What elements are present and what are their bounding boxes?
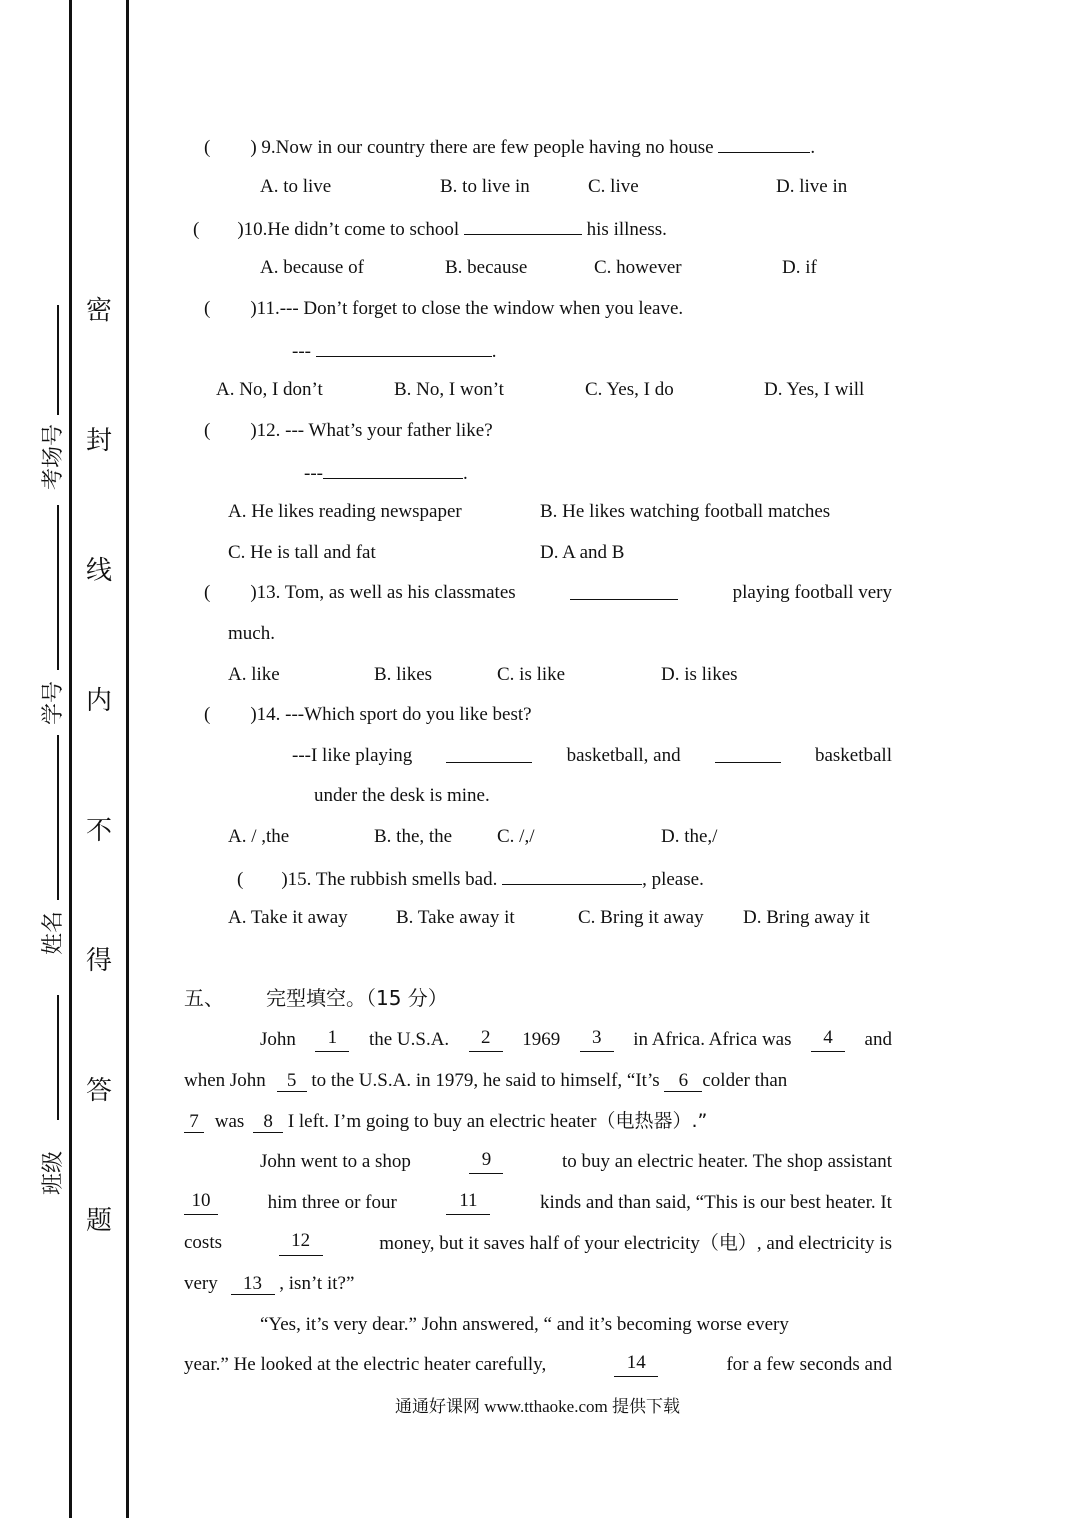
option-a: A. No, I don’t: [216, 379, 323, 400]
question-13-cont: much.: [228, 623, 275, 644]
cloze-blank: 10: [184, 1191, 218, 1215]
cloze-blank: 9: [469, 1150, 503, 1174]
option-c: C. however: [594, 257, 682, 278]
section-heading: 五、 完型填空。（15 分）: [184, 986, 448, 1010]
seal-char: 线: [85, 556, 112, 586]
option-c: C. live: [588, 176, 639, 197]
option-a: A. / ,the: [228, 826, 290, 847]
seal-char: 得: [85, 946, 112, 976]
cloze-line: year.” He looked at the electric heater carefully, 14 for a few seconds and: [184, 1352, 892, 1375]
page-footer: 通通好课网 www.tthaoke.com 提供下载: [394, 1397, 681, 1416]
answer-blank: [323, 460, 463, 479]
option-d: D. Bring away it: [743, 907, 870, 928]
question-10: ( )10.He didn’t come to school his illness.: [193, 216, 667, 242]
question-13: ( )13. Tom, as well as his classmates playing football very: [204, 582, 892, 603]
cloze-blank: 5: [277, 1071, 307, 1092]
option-a: A. because of: [260, 257, 364, 278]
cloze-line: John 1 the U.S.A. 2 1969 3 in Africa. Africa was 4 and: [260, 1027, 892, 1050]
seal-char: 不: [85, 816, 112, 846]
binding-line-right: [126, 0, 129, 1518]
option-a: A. He likes reading newspaper: [228, 501, 462, 522]
question-14-reply-cont: under the desk is mine.: [314, 785, 490, 806]
option-d: D. is likes: [661, 664, 738, 685]
cloze-blank: 6: [664, 1071, 702, 1092]
cloze-line: when John 5 to the U.S.A. in 1979, he said to himself, “It’s 6 colder than: [184, 1070, 788, 1091]
seal-char: 内: [85, 686, 112, 716]
cloze-blank: 1: [315, 1028, 349, 1052]
seal-char: 题: [85, 1206, 112, 1236]
answer-blank: [715, 744, 781, 763]
option-b: B. No, I won’t: [394, 379, 504, 400]
question-12: ( )12. --- What’s your father like?: [204, 420, 493, 441]
answer-blank: [464, 216, 582, 235]
cloze-blank: 12: [279, 1231, 323, 1256]
option-c: C. He is tall and fat: [228, 542, 376, 563]
option-d: D. the,/: [661, 826, 718, 847]
cloze-blank: 14: [614, 1353, 658, 1377]
option-b: B. Take away it: [396, 907, 515, 928]
option-b: B. because: [445, 257, 528, 278]
cloze-blank: 3: [580, 1028, 614, 1052]
answer-blank: [446, 744, 532, 763]
option-a: A. like: [228, 664, 280, 685]
option-c: C. Yes, I do: [585, 379, 674, 400]
cloze-blank: 11: [446, 1191, 490, 1215]
exam-room-label: 考场号: [41, 423, 66, 490]
option-d: D. Yes, I will: [764, 379, 865, 400]
cloze-line: costs 12 money, but it saves half of your electricity（电）, and electricity is: [184, 1230, 892, 1254]
option-c: C. /,/: [497, 826, 535, 847]
answer-blank: [316, 338, 492, 357]
cloze-blank: 8: [253, 1112, 283, 1133]
answer-blank: [718, 134, 810, 153]
cloze-blank: 7: [184, 1112, 204, 1133]
option-c: C. Bring it away: [578, 907, 704, 928]
option-d: D. A and B: [540, 542, 625, 563]
seal-char: 封: [85, 426, 112, 456]
option-b: B. to live in: [440, 176, 530, 197]
cloze-line: very 13 , isn’t it?”: [184, 1273, 355, 1294]
answer-blank: [570, 581, 678, 600]
question-11: ( )11.--- Don’t forget to close the window when you leave.: [204, 298, 684, 319]
cloze-line: “Yes, it’s very dear.” John answered, “ and it’s becoming worse every: [260, 1314, 789, 1335]
cloze-blank: 4: [811, 1028, 845, 1052]
question-14-reply: ---I like playing basketball, and basketball: [292, 745, 892, 766]
question-9: ( ) 9.Now in our country there are few people having no house .: [204, 134, 815, 160]
class-line: [57, 995, 59, 1120]
answer-blank: [502, 866, 642, 885]
option-b: B. likes: [374, 664, 433, 685]
name-line: [57, 735, 59, 900]
binding-line-left: [69, 0, 72, 1518]
option-b: B. He likes watching football matches: [540, 501, 831, 522]
cloze-line: John went to a shop 9 to buy an electric heater. The shop assistant: [260, 1149, 892, 1172]
question-12-reply: --- .: [304, 460, 468, 486]
option-c: C. is like: [497, 664, 566, 685]
cloze-blank: 2: [469, 1028, 503, 1052]
exam-room-line: [57, 305, 59, 415]
question-15: ( )15. The rubbish smells bad. , please.: [237, 866, 704, 892]
seal-char: 答: [85, 1076, 112, 1106]
student-id-line: [57, 505, 59, 670]
seal-char: 密: [85, 296, 112, 326]
option-d: D. live in: [776, 176, 848, 197]
cloze-blank: 13: [231, 1274, 275, 1295]
cloze-line: 10 him three or four 11 kinds and than said, “This is our best heater. It: [184, 1191, 892, 1215]
option-a: A. to live: [260, 176, 332, 197]
cloze-line: 7 was 8 I left. I’m going to buy an electric heater（电热器）.”: [184, 1109, 707, 1134]
question-11-reply: --- .: [292, 338, 496, 364]
name-label: 姓名: [41, 910, 66, 955]
option-b: B. the, the: [374, 826, 453, 847]
option-d: D. if: [782, 257, 817, 278]
option-a: A. Take it away: [228, 907, 348, 928]
question-14: ( )14. ---Which sport do you like best?: [204, 704, 532, 725]
class-label: 班级: [41, 1150, 66, 1195]
student-id-label: 学号: [41, 680, 66, 725]
